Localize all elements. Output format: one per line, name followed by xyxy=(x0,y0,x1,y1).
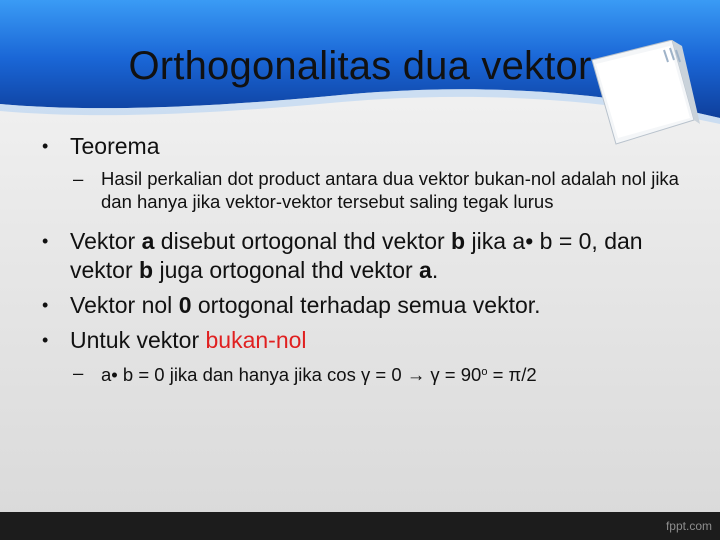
dash-marker: – xyxy=(73,362,84,383)
bullet-marker: • xyxy=(42,295,49,315)
text-part: a• b = 0 jika dan hanya jika cos γ = 0 xyxy=(101,364,407,385)
vector-a: a xyxy=(141,228,155,254)
arrow-icon: → xyxy=(406,364,426,385)
zero-vector: 0 xyxy=(178,292,192,318)
text-part: γ = 90 xyxy=(425,364,482,385)
bullet-ortogonal-definition xyxy=(40,227,690,285)
bullet-marker: • xyxy=(42,231,49,251)
degree-superscript: o xyxy=(481,366,488,378)
text-part: = π/2 xyxy=(487,364,537,385)
watermark: fppt.com xyxy=(665,519,712,533)
text-part: Vektor nol xyxy=(70,292,179,318)
vector-b: b xyxy=(451,228,466,254)
text-part: jika a• b = 0, dan vektor xyxy=(70,228,643,283)
slide-content xyxy=(40,132,690,400)
bullet-teorema xyxy=(40,132,690,161)
vector-a: a xyxy=(419,257,432,283)
sub-bullet-cos xyxy=(40,361,690,386)
text-part: disebut ortogonal thd vektor xyxy=(154,228,452,254)
bullet-marker: • xyxy=(42,330,49,350)
text-part: ortogonal terhadap semua vektor. xyxy=(191,292,541,318)
dash-marker: – xyxy=(73,168,84,189)
bullet-text: Teorema xyxy=(70,133,160,159)
sub-bullet-text: Hasil perkalian dot product antara dua vektor bukan-nol adalah nol jika dan hanya jika vektor-vektor tersebut saling tegak lurus xyxy=(101,168,679,212)
bullet-vektor-nol xyxy=(40,291,690,320)
text-part: Untuk vektor xyxy=(70,327,206,353)
text-part: Vektor xyxy=(70,228,142,254)
slide-title: Orthogonalitas dua vektor xyxy=(128,44,592,88)
vector-b: b xyxy=(139,257,154,283)
sub-bullet-teorema xyxy=(40,167,690,213)
text-part: juga ortogonal thd vektor xyxy=(153,257,420,283)
highlight-bukan-nol: bukan-nol xyxy=(205,327,307,353)
footer-bar xyxy=(0,512,720,540)
bullet-bukan-nol xyxy=(40,326,690,355)
text-part: . xyxy=(431,257,439,283)
bullet-marker: • xyxy=(42,136,49,156)
